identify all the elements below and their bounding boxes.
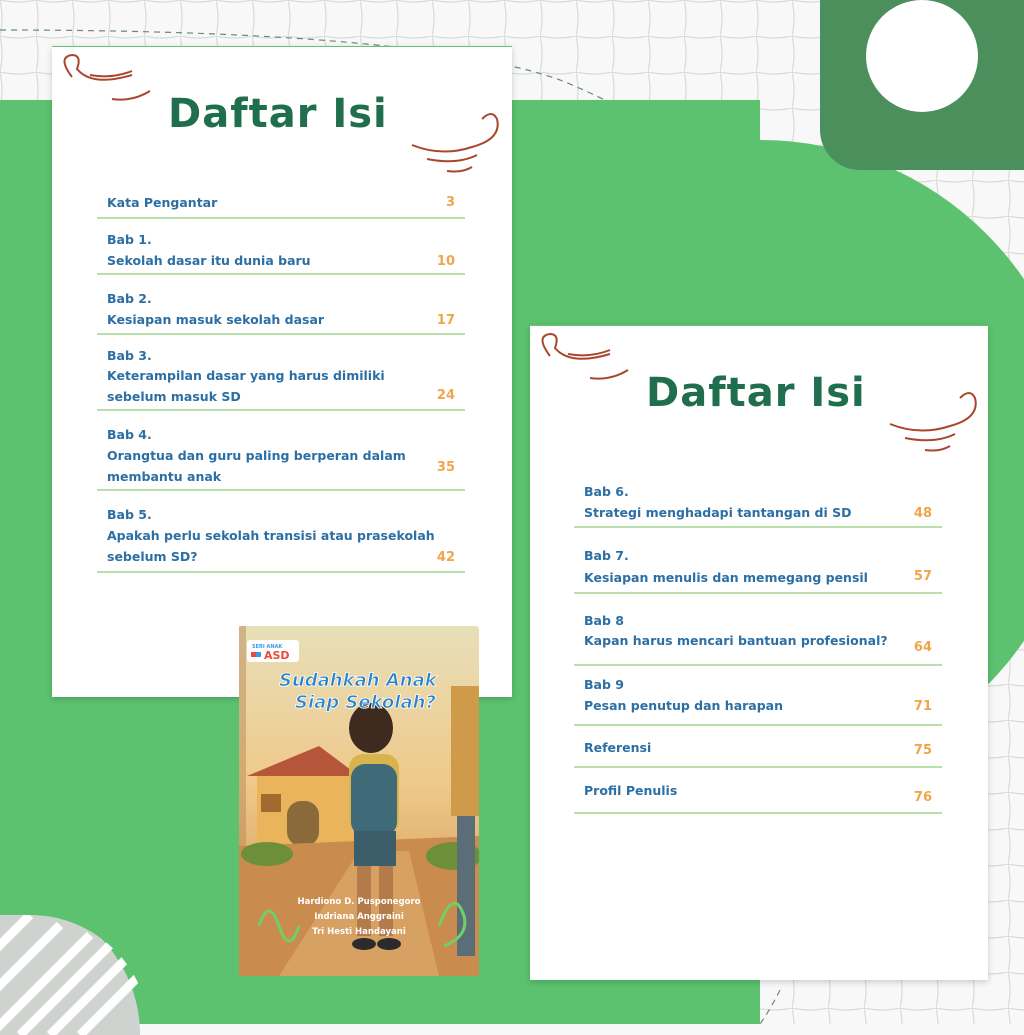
- item-title: Kesiapan menulis dan memegang pensil: [584, 570, 868, 585]
- toc-list: [574, 326, 942, 980]
- list-item: [97, 423, 465, 491]
- list-item: [97, 227, 465, 275]
- book-title-line-2: Siap Sekolah?: [295, 692, 436, 713]
- toc-list: [97, 47, 465, 697]
- chapter-label: Bab 7.: [584, 548, 629, 563]
- chapter-label: Bab 8: [584, 613, 624, 628]
- item-title-line-1: Keterampilan dasar yang harus dimiliki: [107, 368, 385, 383]
- list-item: [97, 503, 465, 573]
- toc-page-right: [530, 325, 988, 980]
- book-title-line-1: Sudahkah Anak: [279, 670, 437, 691]
- page-number: 35: [436, 460, 455, 475]
- page-number: 75: [913, 743, 932, 758]
- list-item: [574, 542, 942, 594]
- item-title: Kesiapan masuk sekolah dasar: [107, 312, 325, 327]
- item-title-line-2: membantu anak: [107, 469, 222, 484]
- toc-page-left: [52, 46, 512, 697]
- chapter-label: Bab 5.: [107, 507, 152, 522]
- list-item: [97, 187, 465, 219]
- list-item: [574, 778, 942, 814]
- page-number: 42: [436, 550, 455, 565]
- chapter-label: Bab 6.: [584, 484, 629, 499]
- item-title-line-1: Orangtua dan guru paling berperan dalam: [107, 448, 406, 463]
- book-author: Tri Hesti Handayani: [312, 927, 406, 937]
- page-number: 3: [445, 195, 455, 210]
- book-author: Indriana Anggraini: [314, 912, 404, 922]
- book-author: Hardiono D. Pusponegoro: [297, 897, 421, 907]
- chapter-label: Bab 2.: [107, 291, 152, 306]
- list-item: [574, 608, 942, 666]
- chapter-label: Bab 9: [584, 677, 624, 692]
- item-title-line-2: sebelum masuk SD: [107, 389, 241, 404]
- page-number: 24: [436, 388, 455, 403]
- page-number: 76: [913, 790, 932, 805]
- page-title: Daftar Isi: [168, 91, 388, 137]
- book-series-logo: ASD: [264, 649, 290, 662]
- item-title: Strategi menghadapi tantangan di SD: [584, 505, 852, 520]
- list-item: [574, 478, 942, 528]
- list-item: [97, 285, 465, 335]
- item-title: Profil Penulis: [584, 783, 678, 798]
- list-item: [574, 734, 942, 768]
- page-number: 17: [436, 313, 455, 328]
- item-title: Sekolah dasar itu dunia baru: [107, 253, 311, 268]
- page-number: 64: [913, 640, 932, 655]
- list-item: [97, 343, 465, 411]
- page-number: 48: [913, 506, 932, 521]
- item-title: Referensi: [584, 740, 652, 755]
- item-title: Pesan penutup dan harapan: [584, 698, 784, 713]
- book-cover: [239, 626, 479, 976]
- page-number: 71: [913, 699, 932, 714]
- chapter-label: Bab 4.: [107, 427, 152, 442]
- list-item: [574, 672, 942, 726]
- decorative-ring-hole: [866, 0, 978, 112]
- item-title-line-1: Apakah perlu sekolah transisi atau prasekolah: [107, 528, 435, 543]
- item-title: Kapan harus mencari bantuan profesional?: [584, 633, 888, 648]
- item-title-line-2: sebelum SD?: [107, 549, 198, 564]
- page-number: 10: [436, 254, 455, 269]
- book-series-label: SERI ANAK: [252, 644, 283, 650]
- item-title: Kata Pengantar: [107, 195, 218, 210]
- page-title: Daftar Isi: [646, 370, 866, 416]
- chapter-label: Bab 1.: [107, 232, 152, 247]
- page-number: 57: [913, 569, 932, 584]
- chapter-label: Bab 3.: [107, 348, 152, 363]
